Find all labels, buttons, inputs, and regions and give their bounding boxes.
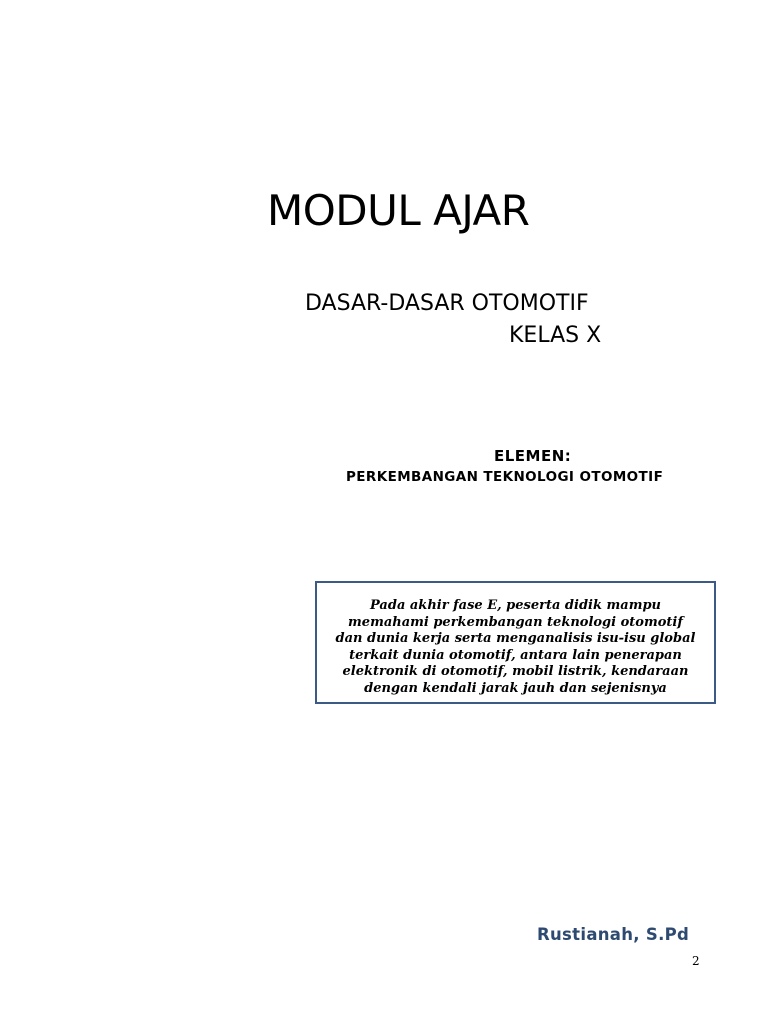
class-level: KELAS X [509, 323, 602, 348]
element-value: PERKEMBANGAN TEKNOLOGI OTOMOTIF [346, 469, 664, 485]
learning-outcome-box [315, 581, 716, 704]
element-label: ELEMEN: [494, 447, 572, 465]
subject-name: DASAR-DASAR OTOMOTIF [305, 291, 589, 316]
author-name: Rustianah, S.Pd [537, 925, 690, 944]
learning-outcome-text: Pada akhir fase E, peserta didik mampu memahami perkembangan teknologi otomotif dan dunia kerja serta menganalisis isu-isu global terkait dunia otomotif, antara lain penerapan elektronik di otomotif, mobil listrik, kendaraan dengan kendali jarak jauh dan sejenisnya [335, 598, 696, 696]
document-title: MODUL AJAR [267, 186, 530, 235]
page-number: 2 [692, 954, 700, 968]
